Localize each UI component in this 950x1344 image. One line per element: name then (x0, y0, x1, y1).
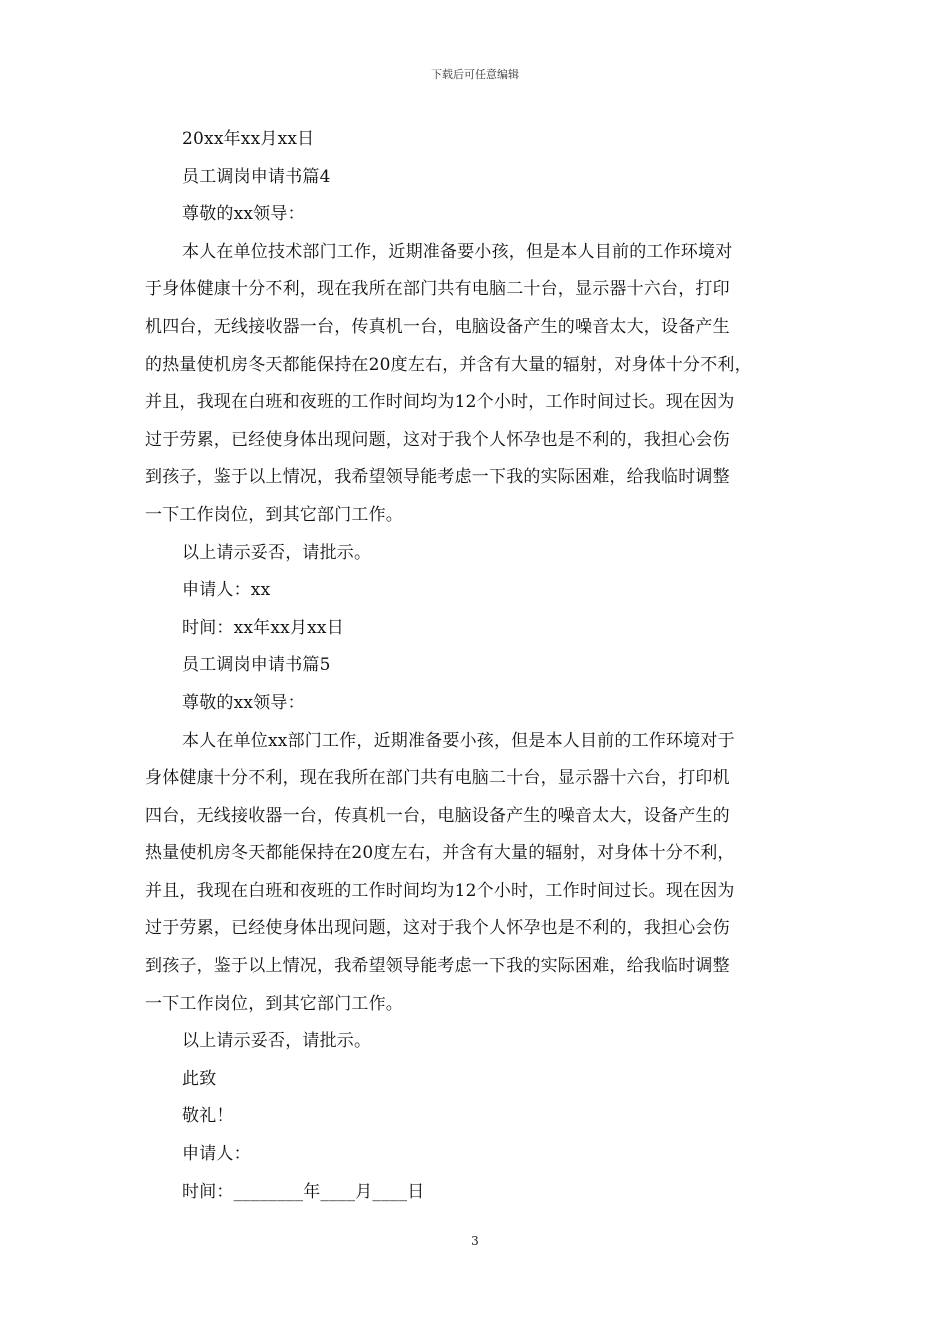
paragraph-line: 本人在单位xx部门工作，近期准备要小孩，但是本人目前的工作环境对于 (182, 730, 735, 751)
paragraph-line: 到孩子，鉴于以上情况，我希望领导能考虑一下我的实际困难，给我临时调整 (145, 467, 730, 488)
applicant-line: 申请人：xx (182, 580, 271, 601)
paragraph-line: 的热量使机房冬天都能保持在20度左右，并含有大量的辐射，对身体十分不利， (145, 354, 752, 375)
request-line: 以上请示妥否，请批示。 (182, 542, 372, 563)
page-number: 3 (471, 1234, 479, 1248)
section-title-5: 员工调岗申请书篇5 (182, 655, 331, 676)
date-line: 20xx年xx月xx日 (182, 129, 315, 149)
paragraph-line: 一下工作岗位，到其它部门工作。 (145, 504, 403, 525)
paragraph-line: 于身体健康十分不利，现在我所在部门共有电脑二十台，显示器十六台，打印 (145, 279, 730, 300)
closing-line: 此致 (182, 1068, 217, 1089)
paragraph-line: 机四台，无线接收器一台，传真机一台，电脑设备产生的噪音太大，设备产生 (145, 316, 730, 337)
paragraph-line: 并且，我现在白班和夜班的工作时间均为12个小时，工作时间过长。现在因为 (145, 392, 735, 413)
salutation: 尊敬的xx领导： (182, 204, 305, 225)
time-line: 时间：________年____月____日 (182, 1181, 425, 1202)
paragraph-line: 热量使机房冬天都能保持在20度左右，并含有大量的辐射，对身体十分不利， (145, 843, 735, 864)
document-body (145, 121, 811, 1211)
paragraph-line: 四台，无线接收器一台，传真机一台，电脑设备产生的噪音太大，设备产生的 (145, 805, 730, 826)
paragraph-line: 过于劳累，已经使身体出现问题，这对于我个人怀孕也是不利的，我担心会伤 (145, 429, 730, 450)
paragraph-line: 本人在单位技术部门工作，近期准备要小孩，但是本人目前的工作环境对 (182, 241, 733, 262)
section-title-4: 员工调岗申请书篇4 (182, 166, 331, 187)
regards-line: 敬礼！ (182, 1106, 234, 1127)
paragraph-line: 并且，我现在白班和夜班的工作时间均为12个小时，工作时间过长。现在因为 (145, 880, 735, 901)
applicant-line: 申请人： (182, 1144, 251, 1165)
time-line: 时间：xx年xx月xx日 (182, 617, 344, 638)
paragraph-line: 到孩子，鉴于以上情况，我希望领导能考虑一下我的实际困难，给我临时调整 (145, 956, 730, 977)
request-line: 以上请示妥否，请批示。 (182, 1031, 372, 1052)
paragraph-line: 身体健康十分不利，现在我所在部门共有电脑二十台，显示器十六台，打印机 (145, 768, 730, 789)
salutation: 尊敬的xx领导： (182, 692, 305, 713)
paragraph-line: 一下工作岗位，到其它部门工作。 (145, 993, 403, 1014)
paragraph-line: 过于劳累，已经使身体出现问题，这对于我个人怀孕也是不利的，我担心会伤 (145, 918, 730, 939)
header-note: 下载后可任意编辑 (431, 68, 519, 81)
